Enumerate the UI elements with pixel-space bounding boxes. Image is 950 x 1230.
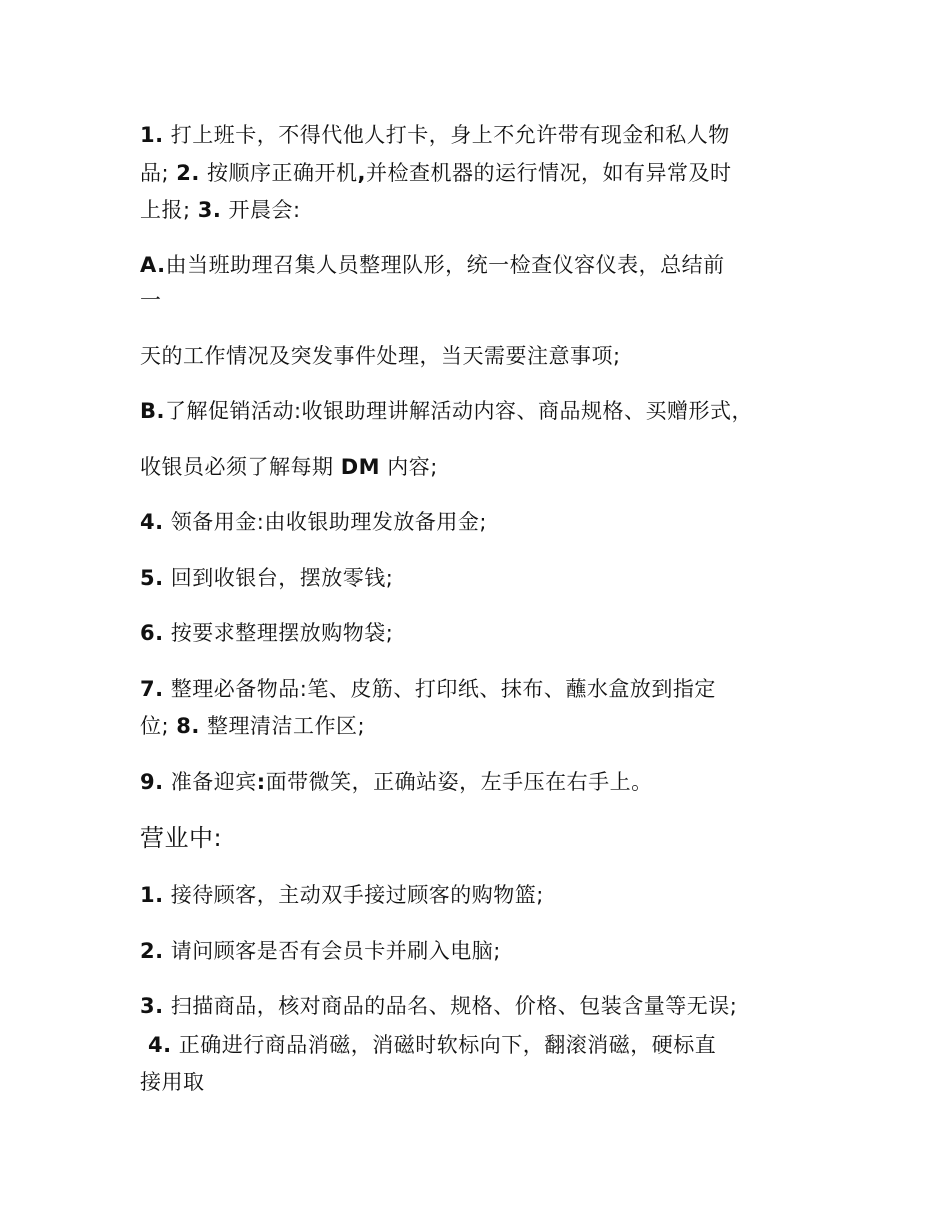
item-text: 天的工作情况及突发事件处理，当天需要注意事项; — [140, 344, 621, 368]
item-number: 4. — [140, 510, 164, 534]
item-text: 扫描商品，核对商品的品名、规格、价格、包装含量等无误; — [163, 994, 738, 1018]
item-text: 面带微笑，正确站姿，左手压在右手上。 — [265, 770, 653, 794]
item-text: 收银员必须了解每期 — [140, 455, 341, 479]
item-number: 1. — [140, 883, 164, 907]
item-text: 整理清洁工作区; — [199, 714, 366, 738]
paragraph-a-line-1 — [140, 250, 725, 280]
paragraph-1-line-2 — [140, 158, 732, 188]
item-text: 内容; — [380, 455, 438, 479]
item-text: 请问顾客是否有会员卡并刷入电脑; — [163, 939, 501, 963]
item-text: 按要求整理摆放购物袋; — [163, 621, 394, 645]
paragraph-a-line-3 — [140, 341, 621, 371]
item-text: 由当班助理召集人员整理队形，统一检查仪容仪表，总结前 — [165, 253, 725, 277]
item-number: 5. — [140, 566, 164, 590]
item-text: 接待顾客，主动双手接过顾客的购物篮; — [163, 883, 544, 907]
business-item-2 — [140, 936, 501, 966]
item-text: 领备用金:由收银助理发放备用金; — [163, 510, 487, 534]
business-item-4-line-2 — [140, 1067, 205, 1097]
item-number: 2. — [176, 161, 200, 185]
item-text: 回到收银台，摆放零钱; — [163, 566, 394, 590]
item-text: 位; — [140, 714, 177, 738]
item-letter: B. — [140, 399, 165, 423]
item-number: 2. — [140, 939, 164, 963]
item-number: 7. — [140, 677, 164, 701]
comma: , — [357, 161, 367, 185]
item-9 — [140, 767, 653, 797]
item-6 — [140, 618, 393, 648]
item-text: 打上班卡，不得代他人打卡，身上不允许带有现金和私人物 — [163, 123, 730, 147]
item-text: 接用取 — [140, 1070, 205, 1094]
item-text: 开晨会: — [221, 198, 301, 222]
item-letter: A. — [140, 253, 166, 277]
section-heading: 营业中: — [140, 824, 223, 852]
colon: : — [256, 770, 266, 794]
item-text: 正确进行商品消磁，消磁时软标向下，翻滚消磁，硬标直 — [171, 1033, 717, 1057]
paragraph-1-line-1 — [140, 120, 730, 150]
item-number: 3. — [197, 198, 222, 222]
item-7-line-1 — [140, 674, 716, 704]
item-text: 上报; — [140, 198, 198, 222]
dm-term: DM — [340, 455, 381, 479]
item-number: 4. — [148, 1033, 172, 1057]
paragraph-1-line-3 — [140, 195, 301, 225]
paragraph-b-line-1 — [140, 396, 753, 426]
item-number: 1. — [140, 123, 164, 147]
item-text: 整理必备物品:笔、皮筋、打印纸、抹布、蘸水盒放到指定 — [163, 677, 716, 701]
item-text: 品; — [140, 161, 177, 185]
item-text: 了解促销活动:收银助理讲解活动内容、商品规格、买赠形式， — [164, 399, 754, 423]
item-number: 8. — [176, 714, 200, 738]
item-4 — [140, 507, 487, 537]
item-text: 按顺序正确开机 — [199, 161, 358, 185]
item-5 — [140, 563, 393, 593]
item-number: 6. — [140, 621, 164, 645]
item-7-line-2 — [140, 711, 365, 741]
item-number: 9. — [140, 770, 164, 794]
paragraph-a-line-2 — [140, 285, 162, 315]
business-item-3-line-1 — [140, 991, 737, 1021]
item-number: 3. — [140, 994, 164, 1018]
business-item-4-line-1 — [148, 1030, 716, 1060]
business-item-1 — [140, 880, 544, 910]
item-text: 准备迎宾 — [163, 770, 257, 794]
item-text: 并检查机器的运行情况，如有异常及时 — [366, 161, 732, 185]
item-text: 一 — [140, 288, 162, 312]
paragraph-b-line-2 — [140, 452, 438, 482]
